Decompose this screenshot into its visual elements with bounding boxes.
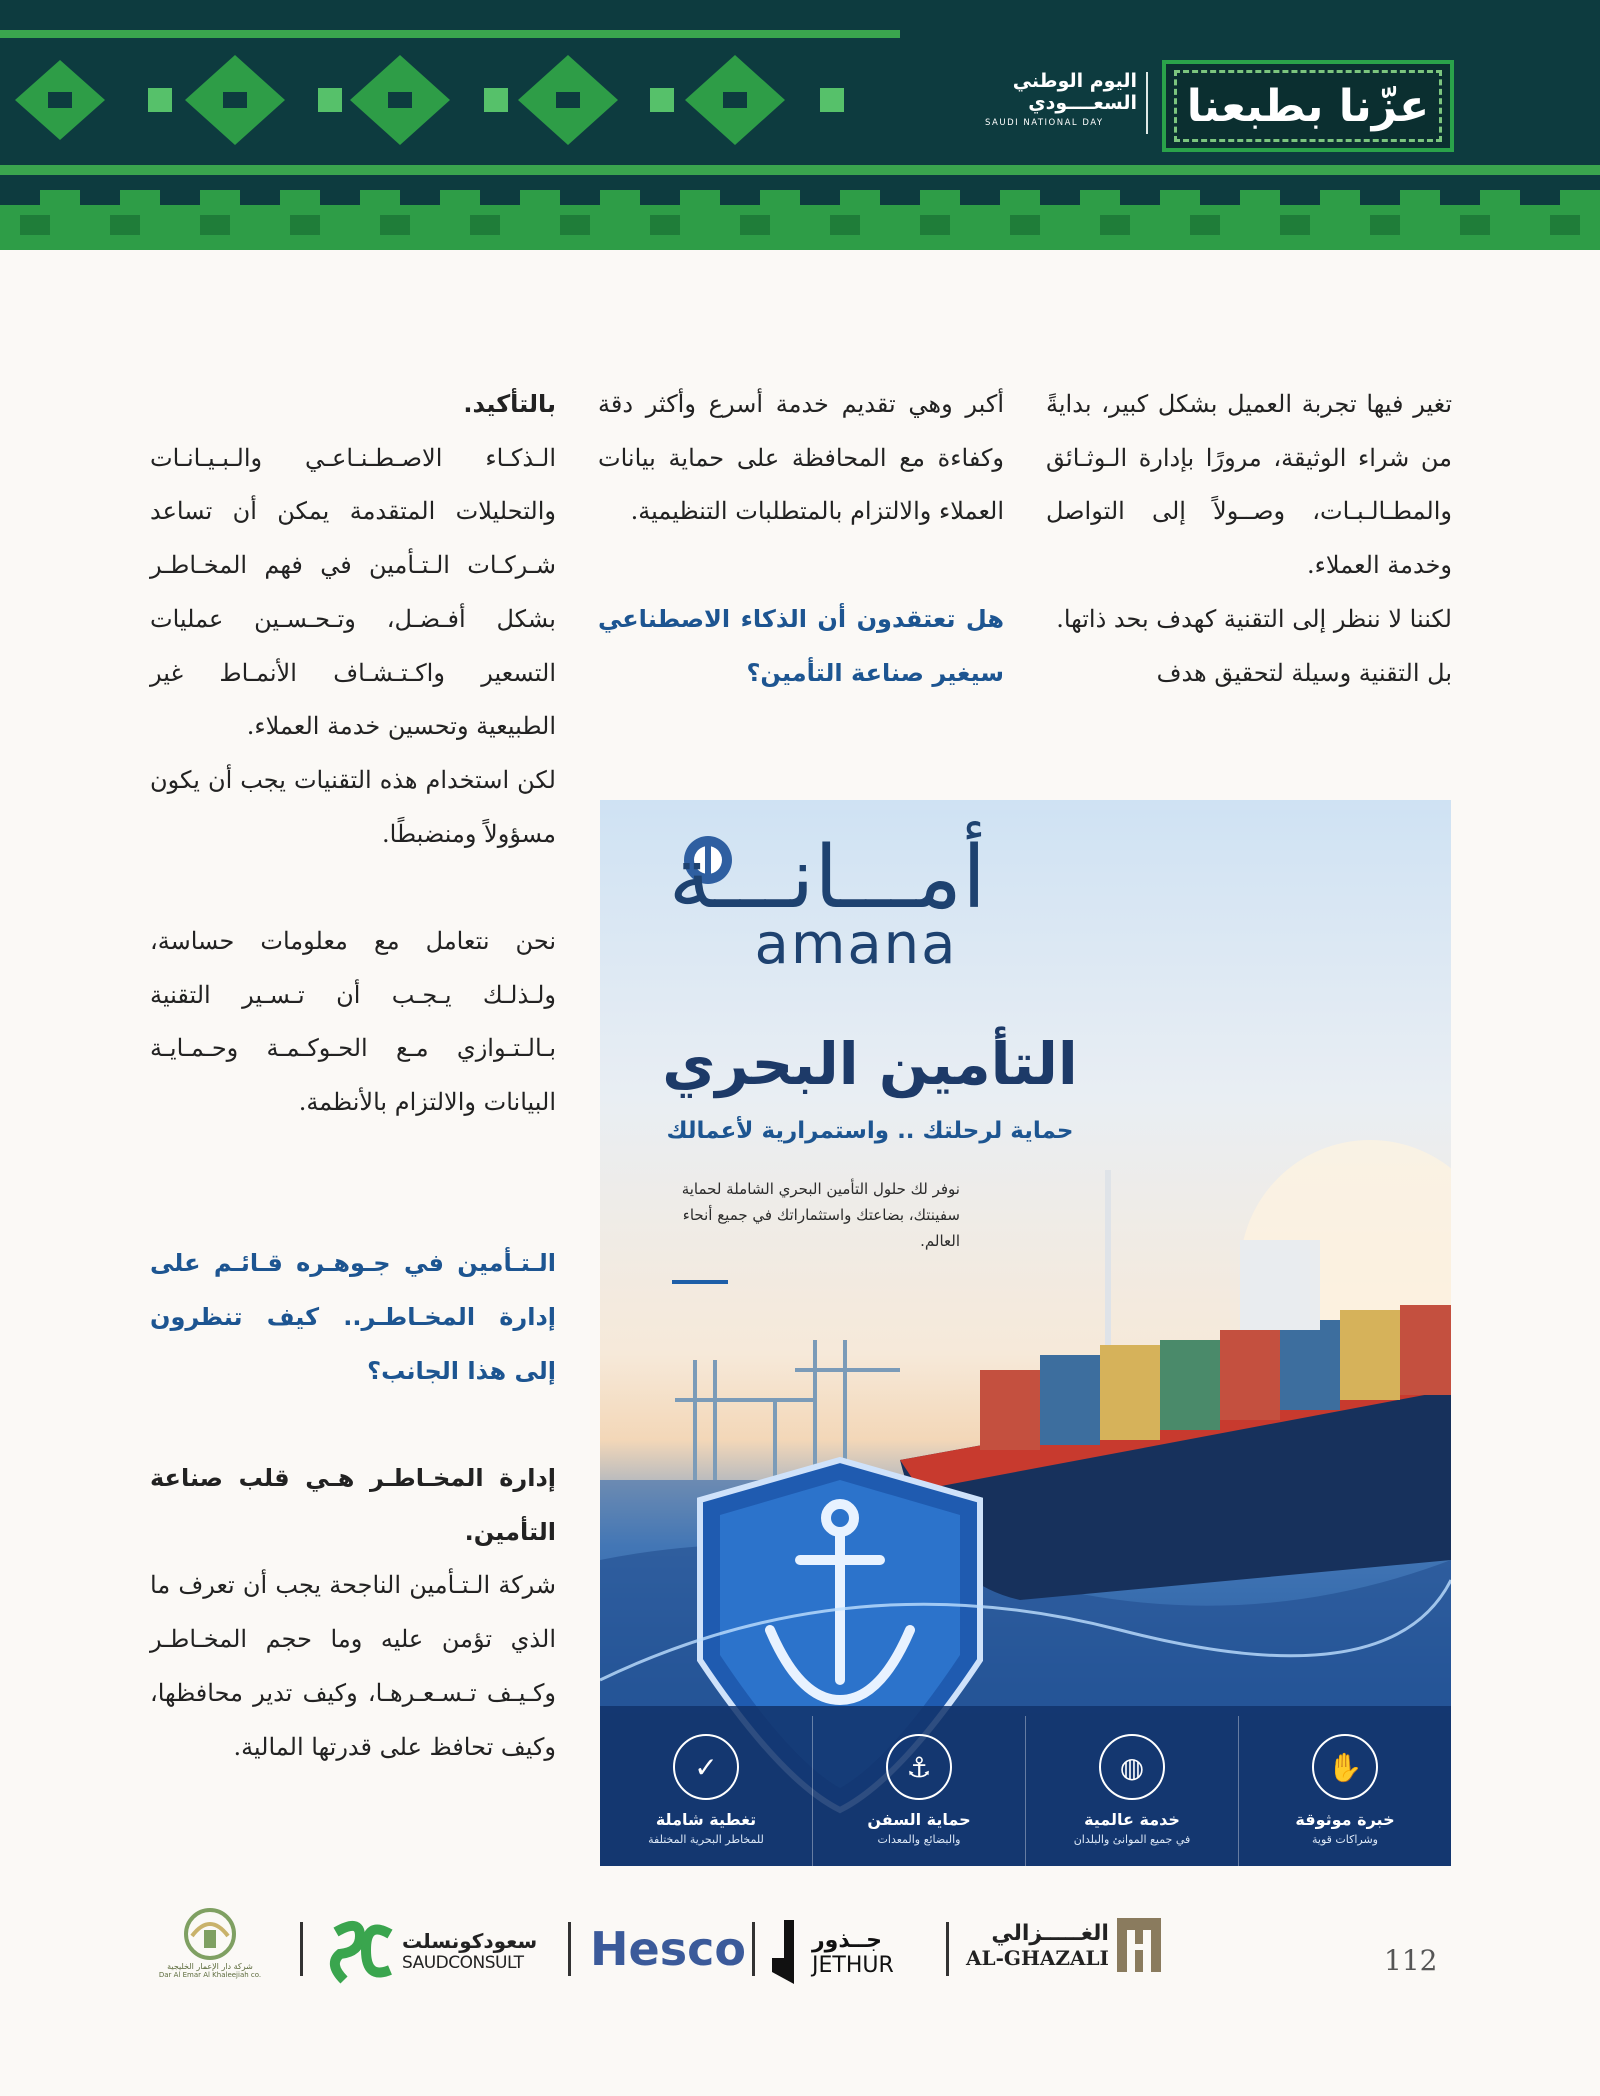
- feature-item: [812, 1716, 1025, 1866]
- amana-marine-insurance-ad: [600, 800, 1451, 1866]
- paragraph: تغير فيها تجربة العميل بشكل كبير، بدايةً من شراء الوثيقة، مرورًا بإدارة الـوثـائق والمطـالـبـات، وصــولاً إلى التواصل وخدمة العملاء.: [1046, 390, 1452, 580]
- ad-description: نوفر لك حلول التأمين البحري الشاملة لحماية سفينتك، بضاعتك واستثماراتك في جميع أنحاء العالم.: [681, 1180, 960, 1250]
- paragraph: شركة الـتـأمين الناجحة يجب أن تعرف ما الذي تؤمن عليه وما حجم المخـاطـر وكـيـف تـسـعـرهـا، وكيف تدير محافظها، وكيف تحافظ على قدرتها المالية.: [150, 1571, 556, 1761]
- feature-title: حماية السفن: [867, 1810, 971, 1829]
- alghazali-mark-icon: [1115, 1916, 1163, 1974]
- ad-subtitle: حماية لرحلتك .. واستمرارية لأعمالك: [666, 1118, 1074, 1144]
- feature-subtitle: والبضائع والمعدات: [877, 1833, 961, 1846]
- article-column-left: [150, 378, 556, 1774]
- header-divider: [1146, 72, 1148, 134]
- national-day-title-ar: اليوم الوطني: [1012, 70, 1137, 92]
- slogan-text: عزّنا بطبعنا: [1186, 80, 1430, 132]
- page-number: 112: [1384, 1944, 1438, 1977]
- handshake-icon: ✋: [1312, 1734, 1378, 1800]
- dar-al-emar-mark-icon: [170, 1906, 250, 1962]
- sponsor-name-ar: الغـــــزالي: [991, 1920, 1109, 1946]
- ad-accent-line: [672, 1280, 728, 1284]
- sponsor-name-en: Hesco: [590, 1922, 746, 1976]
- paragraph: نحن نتعامل مع معلومات حساسة، ولـذلـك يـجـب أن تـسـير التقنية بـالـتـوازي مـع الحـوكـمـة وحـمـايـة البيانات والالتزام بالأنظمة.: [150, 927, 556, 1117]
- feature-subtitle: في جميع الموانئ والبلدان: [1073, 1833, 1191, 1846]
- footer-divider: [568, 1922, 571, 1976]
- ad-features: [600, 1716, 1451, 1866]
- jethur-mark-icon: [768, 1918, 806, 1988]
- feature-subtitle: للمخاطر البحرية المختلفة: [648, 1833, 764, 1846]
- sponsor-logo-alghazali: [966, 1916, 1163, 1974]
- sponsor-name-en: Dar Al Emar Al Khaleejiah co.: [158, 1971, 262, 1979]
- sponsor-name-ar: جــذور: [812, 1928, 882, 1953]
- saudconsult-mark-icon: [326, 1918, 396, 1984]
- answer-lead: إدارة المخـاطـر هـي قلب صناعة التأمين.: [150, 1464, 556, 1546]
- sponsor-name-en: AL-GHAZALI: [966, 1945, 1109, 1970]
- sponsor-name-ar: شركة دار الإعمار الخليجية: [167, 1962, 253, 1971]
- paragraph: لكن استخدام هذه التقنيات يجب أن يكون مسؤولاً ومنضبطًا.: [150, 765, 556, 848]
- feature-item: [1025, 1716, 1238, 1866]
- globe-icon: ◍: [1099, 1734, 1165, 1800]
- national-day-subtitle-ar: السعــــودي: [1028, 92, 1137, 114]
- article-column-middle: [598, 378, 1004, 700]
- feature-title: خدمة عالمية: [1084, 1810, 1180, 1829]
- interview-question: هل تعتقدون أن الذكاء الاصطناعي سيغير صناعة التأمين؟: [598, 604, 1004, 687]
- answer-lead: بالتأكيد.: [463, 390, 556, 418]
- sponsor-name-en: SAUDCONSULT: [402, 1953, 524, 1973]
- sponsor-logo-jethur: [768, 1918, 894, 1988]
- amana-brand-ar: أمـــانـــة: [668, 828, 986, 928]
- sponsor-name-en: JETHUR: [812, 1953, 894, 1978]
- slogan-badge: [1162, 60, 1454, 152]
- sponsor-logo-dar-al-emar: [148, 1906, 272, 1979]
- footer-divider: [946, 1922, 949, 1976]
- header-banner: [0, 0, 1600, 250]
- sponsor-logo-saudconsult: [326, 1918, 537, 1984]
- ad-title: التأمين البحري: [662, 1030, 1078, 1098]
- footer-divider: [752, 1922, 755, 1976]
- paragraph: الـذكـاء الاصـطـنـاعـي والـبـيـانـات والتحليلات المتقدمة يمكن أن تساعد شـركـات الـتـأمين في فهم المخـاطـر بشكل أفـضـل، وتـحـسـين عمليات التسعير واكـتـشـاف الأنمـاط غير الطبيعية وتحسين خدمة العملاء.: [150, 443, 556, 741]
- interview-question: الـتـأمين في جـوهـره قـائـم على إدارة المخـاطـر.. كيف تنظرون إلى هذا الجانب؟: [150, 1249, 556, 1385]
- sponsor-logo-hesco: [590, 1922, 746, 1976]
- national-day-en: SAUDI NATIONAL DAY: [985, 118, 1104, 128]
- feature-title: تغطية شاملة: [655, 1810, 757, 1829]
- paragraph: لكننا لا ننظر إلى التقنية كهدف بحد ذاتها.: [1056, 604, 1452, 633]
- sponsor-name-ar: سعودكونسلت: [402, 1929, 538, 1953]
- feature-title: خبرة موثوقة: [1295, 1810, 1395, 1829]
- paragraph: بل التقنية وسيلة لتحقيق هدف: [1156, 658, 1452, 687]
- ship-icon: ⚓: [886, 1734, 952, 1800]
- footer-divider: [300, 1922, 303, 1976]
- feature-subtitle: وشراكات قوية: [1312, 1833, 1378, 1846]
- feature-item: [600, 1716, 812, 1866]
- paragraph: أكبر وهي تقديم خدمة أسرع وأكثر دقة وكفاءة مع المحافظة على حماية بيانات العملاء والالتزام بالمتطلبات التنظيمية.: [598, 390, 1004, 526]
- national-day-logo: [985, 70, 1137, 128]
- shield-check-icon: ✓: [673, 1734, 739, 1800]
- amana-brand-en: amana: [754, 912, 958, 977]
- feature-item: [1238, 1716, 1451, 1866]
- article-column-right: [1046, 378, 1452, 700]
